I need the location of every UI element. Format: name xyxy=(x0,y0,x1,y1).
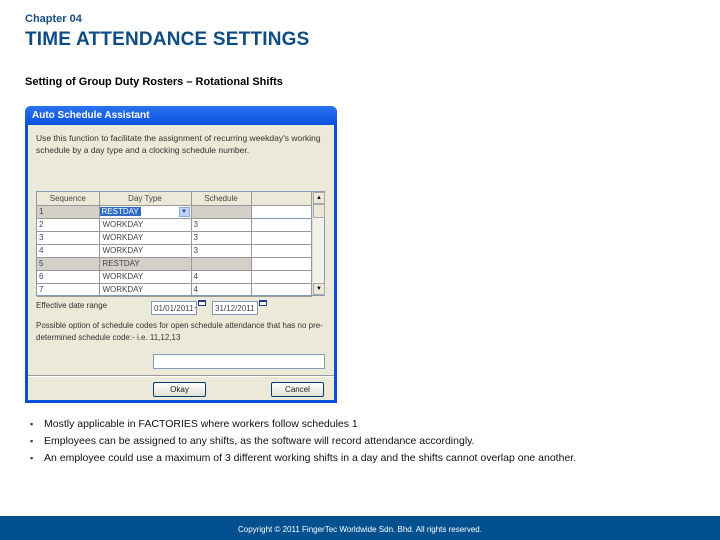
schedule-codes-hint: Possible option of schedule codes for open schedule attendance that has no pre-determined schedule code:- i.e. 11,12,13 xyxy=(36,321,323,342)
footer-bar xyxy=(0,516,720,540)
cell-blank xyxy=(251,283,312,296)
cell-schedule[interactable]: 3 xyxy=(191,231,251,244)
scroll-thumb[interactable] xyxy=(313,204,325,218)
cell-schedule[interactable]: 4 xyxy=(191,283,251,296)
date-range-dash: - xyxy=(194,303,197,312)
dialog-title: Auto Schedule Assistant xyxy=(25,106,337,125)
bullet-item: ▪ Employees can be assigned to any shifts, as the software will record attendance accordingly. xyxy=(30,433,576,450)
cell-schedule[interactable] xyxy=(191,205,251,218)
column-header-day-type[interactable]: Day Type xyxy=(99,192,191,205)
bullet-item: ▪ Mostly applicable in FACTORIES where workers follow schedules 1 xyxy=(30,416,576,433)
cell-sequence[interactable]: 6 xyxy=(37,270,99,283)
cell-schedule[interactable] xyxy=(191,257,251,270)
column-header-schedule[interactable]: Schedule xyxy=(191,192,251,205)
table-row[interactable] xyxy=(37,244,312,257)
calendar-icon[interactable] xyxy=(198,300,206,306)
scroll-down-icon[interactable]: ▼ xyxy=(313,283,325,295)
calendar-icon[interactable] xyxy=(259,300,267,306)
cell-sequence[interactable]: 3 xyxy=(37,231,99,244)
column-header-sequence[interactable]: Sequence xyxy=(37,192,99,205)
dialog-description: Use this function to facilitate the assignment of recurring weekday's working schedule by a day type and a clocking schedule number. xyxy=(36,133,321,155)
bullet-list xyxy=(30,416,576,467)
bullet-item: ▪ An employee could use a maximum of 3 different working shifts in a day and the shifts cannot overlap one another. xyxy=(30,450,576,467)
cell-schedule[interactable]: 4 xyxy=(191,270,251,283)
cell-sequence[interactable]: 5 xyxy=(37,257,99,270)
scroll-up-icon[interactable]: ▲ xyxy=(313,192,325,204)
date-from-field[interactable]: 01/01/2011 xyxy=(151,301,197,315)
schedule-grid xyxy=(36,191,325,296)
dialog-body xyxy=(28,125,334,400)
cancel-button[interactable]: Cancel xyxy=(271,382,324,397)
cell-day-type[interactable]: WORKDAY xyxy=(99,244,191,257)
dialog-separator xyxy=(28,375,334,377)
cell-day-type[interactable]: WORKDAY xyxy=(99,270,191,283)
table-row[interactable] xyxy=(37,270,312,283)
cell-blank xyxy=(251,257,312,270)
day-type-selected: RESTDAY xyxy=(101,206,139,216)
chapter-label: Chapter 04 xyxy=(25,13,82,25)
column-header-blank xyxy=(251,192,312,205)
cell-sequence[interactable]: 2 xyxy=(37,218,99,231)
date-to-field[interactable]: 31/12/2011 xyxy=(212,301,258,315)
auto-schedule-dialog xyxy=(25,106,337,403)
table-row[interactable] xyxy=(37,257,312,270)
effective-date-label: Effective date range xyxy=(36,301,108,310)
section-subtitle: Setting of Group Duty Rosters – Rotational Shifts xyxy=(25,76,283,88)
cell-blank xyxy=(251,205,312,218)
cell-day-type[interactable]: WORKDAY xyxy=(99,218,191,231)
cell-sequence[interactable]: 1 xyxy=(37,205,99,218)
cell-day-type[interactable]: WORKDAY xyxy=(99,283,191,296)
copyright-text: Copyright © 2011 FingerTec Worldwide Sdn. Bhd. All rights reserved. xyxy=(238,525,482,534)
table-row[interactable] xyxy=(37,283,312,296)
cell-day-type[interactable]: WORKDAY xyxy=(99,231,191,244)
table-row[interactable] xyxy=(37,231,312,244)
schedule-codes-input[interactable] xyxy=(153,354,325,369)
cell-blank xyxy=(251,231,312,244)
chevron-down-icon[interactable]: ▼ xyxy=(179,207,190,217)
cell-schedule[interactable]: 3 xyxy=(191,218,251,231)
cell-sequence[interactable]: 4 xyxy=(37,244,99,257)
cell-schedule[interactable]: 3 xyxy=(191,244,251,257)
cell-blank xyxy=(251,218,312,231)
day-type-select[interactable] xyxy=(99,205,191,218)
page-title: TIME ATTENDANCE SETTINGS xyxy=(25,29,310,50)
cell-blank xyxy=(251,244,312,257)
cell-day-type[interactable]: RESTDAY xyxy=(99,257,191,270)
table-row[interactable] xyxy=(37,205,312,218)
grid-scrollbar[interactable] xyxy=(312,192,324,295)
cell-blank xyxy=(251,270,312,283)
table-row[interactable] xyxy=(37,218,312,231)
okay-button[interactable]: Okay xyxy=(153,382,206,397)
cell-sequence[interactable]: 7 xyxy=(37,283,99,296)
